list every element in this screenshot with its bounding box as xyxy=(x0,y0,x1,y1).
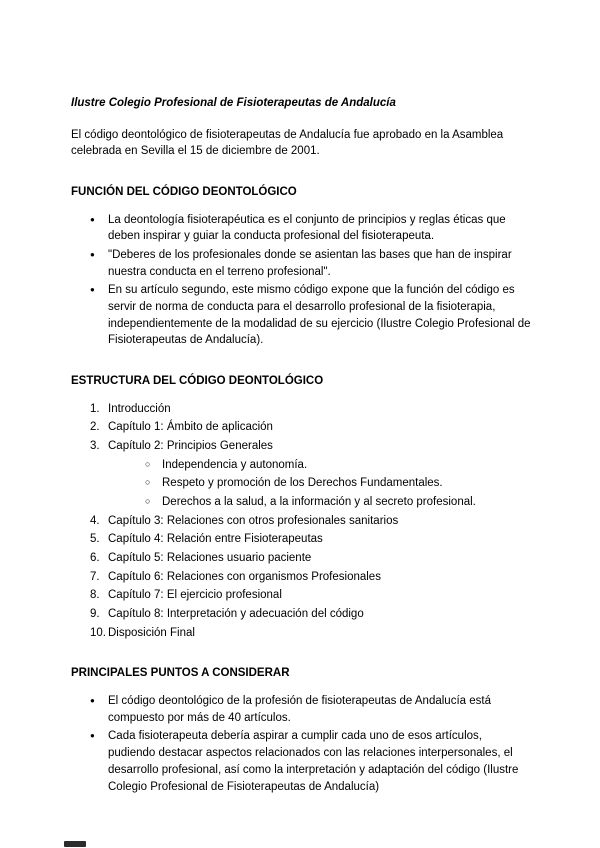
numbered-item xyxy=(90,550,531,567)
bullet-item: ● La deontología fisioterapéutica es el conjunto de principios y reglas éticas que deben inspirar y guiar la conducta profesional del fisioterapeuta. xyxy=(90,212,531,245)
item-text: Capítulo 1: Ámbito de aplicación xyxy=(108,421,273,434)
estructura-numbered-list xyxy=(90,401,531,642)
item-number: 1. xyxy=(90,402,100,415)
funcion-bullet-list xyxy=(71,212,531,349)
item-text: Capítulo 7: El ejercicio profesional xyxy=(108,589,282,602)
item-text: Capítulo 4: Relación entre Fisioterapeutas xyxy=(108,533,323,546)
numbered-item xyxy=(90,513,531,530)
item-text: Disposición Final xyxy=(108,626,195,639)
item-number: 6. xyxy=(90,552,100,565)
numbered-item xyxy=(90,625,531,642)
bullet-item: ● En su artículo segundo, este mismo código expone que la función del código es servir de norma de conducta para el desarrollo profesional de la fisioterapia, independientemente de la modalidad de su ejercicio (Ilustre Colegio Profesional de Fisioterapeutas de Andalucía). xyxy=(90,282,531,349)
next-page-text-fragment xyxy=(64,841,86,847)
item-number: 5. xyxy=(90,533,100,546)
item-number: 3. xyxy=(90,440,100,453)
numbered-item xyxy=(90,438,531,455)
item-text: Capítulo 6: Relaciones con organismos Profesionales xyxy=(108,570,381,583)
item-text: Introducción xyxy=(108,402,171,415)
bullet-item: ● El código deontológico de la profesión de fisioterapeutas de Andalucía está compuesto por más de 40 artículos. xyxy=(90,693,531,726)
item-number: 7. xyxy=(90,570,100,583)
numbered-item xyxy=(90,587,531,604)
numbered-item xyxy=(90,401,531,418)
sub-bullet-item: ○ Independencia y autonomía. xyxy=(145,457,531,474)
sub-bullet-item: ○ Derechos a la salud, a la información y al secreto profesional. xyxy=(145,494,531,511)
item-text: Capítulo 3: Relaciones con otros profesionales sanitarios xyxy=(108,514,399,527)
item-text: Capítulo 8: Interpretación y adecuación del código xyxy=(108,608,364,621)
item-text: Capítulo 2: Principios Generales xyxy=(108,440,273,453)
numbered-item xyxy=(90,569,531,586)
principales-bullet-list xyxy=(71,693,531,795)
item-number: 8. xyxy=(90,589,100,602)
numbered-item xyxy=(90,419,531,436)
bullet-item: ● Cada fisioterapeuta debería aspirar a cumplir cada uno de esos artículos, pudiendo destacar aspectos relacionados con las relaciones interpersonales, el desarrollo profesional, así como la interpretación y adaptación del código (Ilustre Colegio Profesional de Fisioterapeutas de Andalucía) xyxy=(90,728,531,795)
numbered-item xyxy=(90,606,531,623)
section-heading-funcion: FUNCIÓN DEL CÓDIGO DEONTOLÓGICO xyxy=(71,186,297,199)
numbered-item xyxy=(90,531,531,548)
sub-bullet-item: ○ Respeto y promoción de los Derechos Fundamentales. xyxy=(145,475,531,492)
item-number: 9. xyxy=(90,608,100,621)
item-number: 2. xyxy=(90,421,100,434)
intro-paragraph: El código deontológico de fisioterapeutas de Andalucía fue aprobado en la Asamblea celebrada en Sevilla el 15 de diciembre de 2001. xyxy=(71,128,504,158)
item-text: Capítulo 5: Relaciones usuario paciente xyxy=(108,552,312,565)
bullet-item: ● "Deberes de los profesionales donde se asientan las bases que han de inspirar nuestra conducta en el terreno profesional". xyxy=(90,247,531,280)
item-number: 10. xyxy=(90,626,106,639)
section-heading-principales: PRINCIPALES PUNTOS A CONSIDERAR xyxy=(71,667,290,680)
item-number: 4. xyxy=(90,514,100,527)
document-title: Ilustre Colegio Profesional de Fisioterapeutas de Andalucía xyxy=(71,97,396,109)
section-heading-estructura: ESTRUCTURA DEL CÓDIGO DEONTOLÓGICO xyxy=(71,375,324,388)
